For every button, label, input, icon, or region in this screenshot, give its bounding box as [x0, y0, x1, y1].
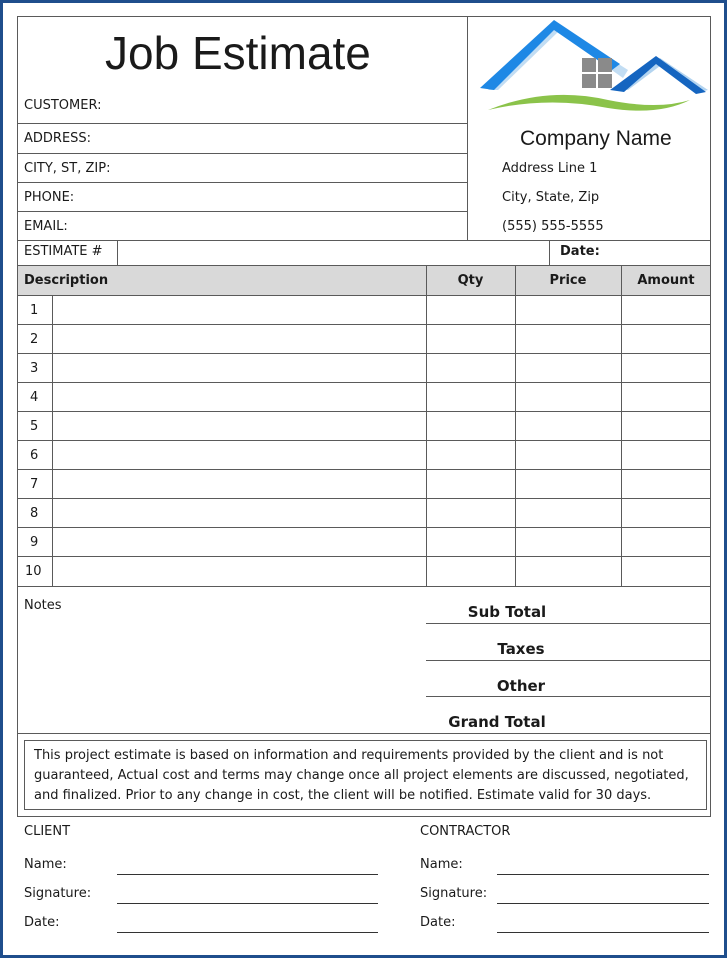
- email-label: EMAIL:: [24, 219, 68, 234]
- customer-line: [17, 123, 467, 124]
- date-label: Date:: [560, 244, 600, 259]
- company-address: Address Line 1: [502, 161, 598, 176]
- city-label: CITY, ST, ZIP:: [24, 161, 111, 176]
- table-row[interactable]: [18, 353, 710, 382]
- row-number: 4: [30, 390, 39, 405]
- client-signature-line[interactable]: [117, 903, 378, 904]
- subtotal-line: [426, 623, 711, 624]
- contractor-date-label: Date:: [420, 915, 456, 930]
- email-line: [17, 240, 711, 241]
- address-label: ADDRESS:: [24, 131, 92, 146]
- row-number: 1: [30, 303, 39, 318]
- address-line: [17, 153, 467, 154]
- client-name-line[interactable]: [117, 874, 378, 875]
- header-amount: Amount: [637, 273, 695, 288]
- table-row[interactable]: [18, 411, 710, 440]
- green-swoosh: [488, 95, 690, 111]
- row-number: 5: [30, 419, 39, 434]
- row-number: 8: [30, 506, 39, 521]
- disclaimer-text: This project estimate is based on information and requirements provided by the client and is not guaranteed, Actual cost and terms may change once all project elements are discussed, negotiated, and finalized. Prior to any change in cost, the client will be notified. Estimate valid for 30 days.: [34, 748, 689, 803]
- header-price: Price: [549, 273, 587, 288]
- table-row[interactable]: [18, 440, 710, 469]
- client-signature-label: Signature:: [24, 886, 92, 901]
- contractor-name-label: Name:: [420, 857, 463, 872]
- estimate-divider-1: [117, 240, 118, 266]
- table-row[interactable]: [18, 382, 710, 411]
- client-heading: CLIENT: [24, 824, 71, 839]
- table-row[interactable]: [18, 469, 710, 498]
- page-title: Job Estimate: [105, 27, 371, 79]
- contractor-name-line[interactable]: [497, 874, 709, 875]
- table-row[interactable]: [18, 295, 710, 324]
- phone-line: [17, 211, 467, 212]
- header-divider: [467, 16, 468, 241]
- client-name-label: Name:: [24, 857, 67, 872]
- taxes-label: Taxes: [497, 640, 545, 658]
- table-row[interactable]: [18, 527, 710, 556]
- estimate-divider-2: [549, 240, 550, 266]
- other-label: Other: [496, 677, 546, 695]
- contractor-heading: CONTRACTOR: [420, 824, 511, 839]
- subtotal-label: Sub Total: [467, 603, 547, 621]
- phone-label: PHONE:: [24, 190, 75, 205]
- grand-total-label: Grand Total: [448, 713, 546, 731]
- row-number: 10: [25, 564, 42, 579]
- row-number: 3: [30, 361, 39, 376]
- customer-label: CUSTOMER:: [24, 98, 102, 113]
- row-number: 2: [30, 332, 39, 347]
- company-name: Company Name: [520, 127, 672, 150]
- company-city: City, State, Zip: [502, 190, 600, 205]
- notes-label: Notes: [24, 598, 62, 613]
- contractor-signature-label: Signature:: [420, 886, 488, 901]
- estimate-number-label: ESTIMATE #: [24, 244, 103, 259]
- table-row[interactable]: [18, 324, 710, 353]
- row-number: 7: [30, 477, 39, 492]
- table-row[interactable]: [18, 498, 710, 527]
- window-pane: [582, 58, 596, 72]
- client-date-line[interactable]: [117, 932, 378, 933]
- window-pane: [598, 74, 612, 88]
- header-qty: Qty: [457, 273, 484, 288]
- table-row[interactable]: [18, 556, 710, 585]
- city-line: [17, 182, 467, 183]
- header-description: Description: [24, 273, 109, 288]
- contractor-date-line[interactable]: [497, 932, 709, 933]
- company-logo: [478, 18, 708, 118]
- window-pane: [598, 58, 612, 72]
- row-number: 9: [30, 535, 39, 550]
- taxes-line: [426, 660, 711, 661]
- company-phone: (555) 555-5555: [502, 219, 604, 234]
- row-number: 6: [30, 448, 39, 463]
- window-pane: [582, 74, 596, 88]
- other-line: [426, 696, 711, 697]
- client-date-label: Date:: [24, 915, 60, 930]
- grand-total-line: [17, 733, 711, 734]
- contractor-signature-line[interactable]: [497, 903, 709, 904]
